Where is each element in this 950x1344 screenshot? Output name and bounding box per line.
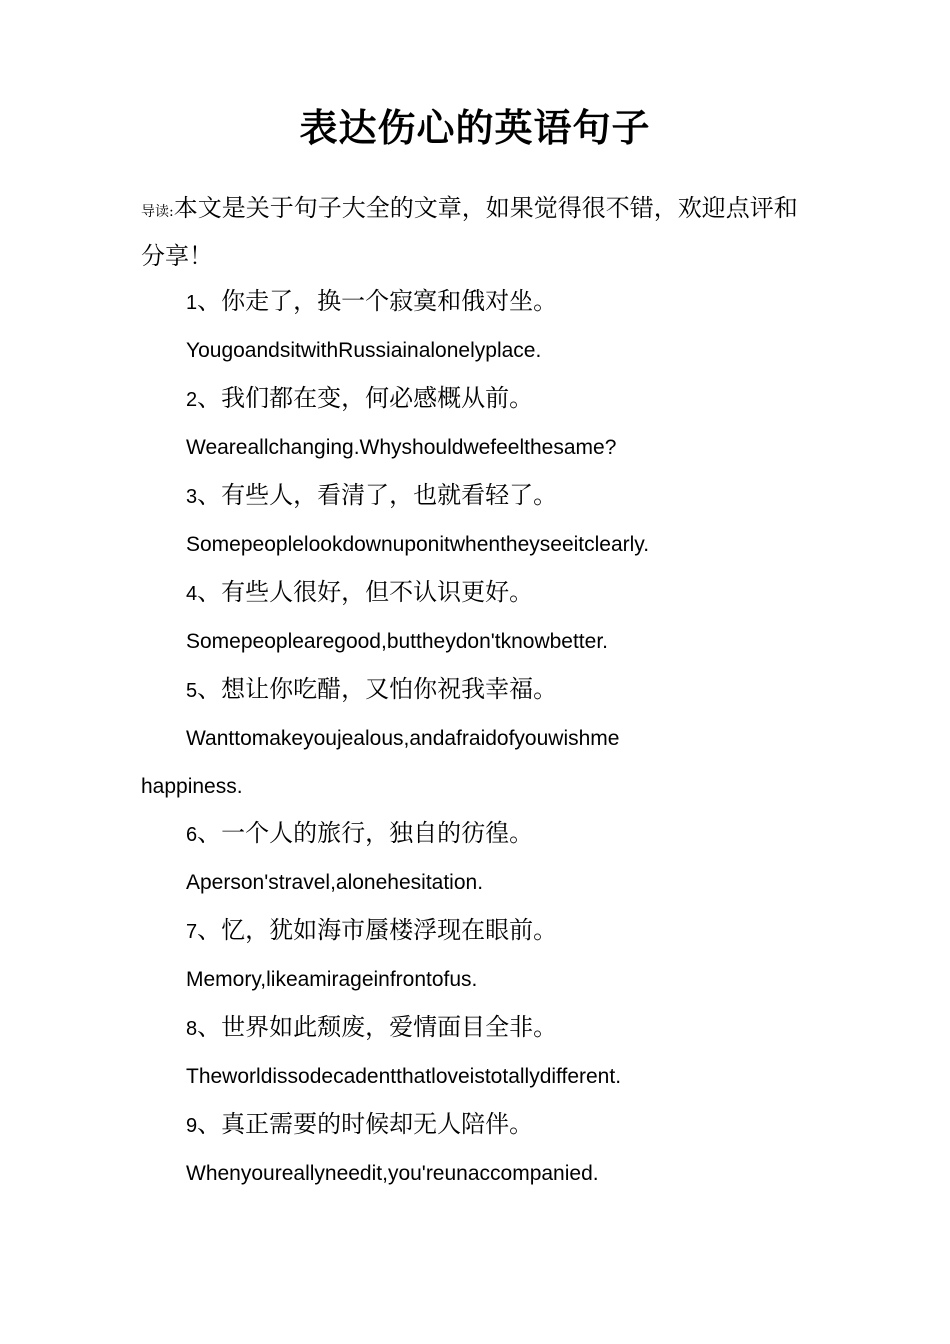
sentence-separator: 、 (197, 287, 222, 315)
sentence-separator: 、 (197, 819, 222, 847)
sentence-number: 2 (186, 389, 198, 411)
sentence-separator: 、 (197, 1110, 222, 1138)
intro-lead-label: 导读: (141, 204, 174, 220)
sentence-separator: 、 (197, 1013, 222, 1041)
sentence-number: 5 (186, 680, 198, 702)
document-title: 表达伤心的英语句子 (299, 106, 651, 150)
chinese-text: 世界如此颓废，爱情面目全非。 (221, 1013, 558, 1041)
chinese-text: 我们都在变，何必感概从前。 (221, 384, 534, 412)
english-translation: Aperson'stravel,alonehesitation. (186, 871, 484, 894)
chinese-text: 有些人很好，但不认识更好。 (221, 578, 534, 606)
chinese-sentence (186, 816, 533, 852)
chinese-sentence (186, 575, 533, 611)
english-translation: Weareallchanging.Whyshouldwefeelthesame? (186, 436, 617, 459)
english-translation: Somepeoplelookdownuponitwhentheyseeitclearly. (186, 533, 650, 556)
chinese-text: 想让你吃醋，又怕你祝我幸福。 (221, 675, 558, 703)
sentence-separator: 、 (197, 916, 222, 944)
sentence-number: 1 (186, 292, 198, 314)
sentence-separator: 、 (197, 481, 222, 509)
chinese-text: 有些人，看清了，也就看轻了。 (221, 481, 558, 509)
intro-text: 本文是关于句子大全的文章，如果觉得很不错，欢迎点评和分享！ (141, 194, 798, 270)
sentence-number: 6 (186, 824, 198, 846)
intro-paragraph (141, 186, 811, 278)
chinese-sentence (186, 478, 557, 514)
chinese-sentence (186, 284, 557, 320)
english-translation-continued: happiness. (141, 775, 243, 798)
chinese-text: 忆，犹如海市蜃楼浮现在眼前。 (221, 916, 558, 944)
sentence-separator: 、 (197, 384, 222, 412)
sentence-separator: 、 (197, 675, 222, 703)
chinese-sentence (186, 1107, 533, 1143)
sentence-number: 9 (186, 1115, 198, 1137)
english-translation: Theworldissodecadentthatloveistotallydifferent. (186, 1065, 622, 1088)
sentence-number: 4 (186, 583, 198, 605)
chinese-sentence (186, 913, 557, 949)
sentence-separator: 、 (197, 578, 222, 606)
chinese-text: 一个人的旅行，独自的彷徨。 (221, 819, 534, 847)
chinese-sentence (186, 381, 533, 417)
english-translation: Somepeoplearegood,buttheydon'tknowbetter. (186, 630, 608, 653)
chinese-sentence (186, 672, 557, 708)
sentence-number: 8 (186, 1018, 198, 1040)
sentence-number: 7 (186, 921, 198, 943)
chinese-sentence (186, 1010, 557, 1046)
english-translation: Whenyoureallyneedit,you'reunaccompanied. (186, 1162, 599, 1185)
english-translation: Memory,likeamirageinfrontofus. (186, 968, 478, 991)
english-translation: Wanttomakeyoujealous,andafraidofyouwishme (186, 727, 620, 750)
english-translation: YougoandsitwithRussiainalonelyplace. (186, 339, 542, 362)
sentence-number: 3 (186, 486, 198, 508)
chinese-text: 真正需要的时候却无人陪伴。 (221, 1110, 534, 1138)
chinese-text: 你走了，换一个寂寞和俄对坐。 (221, 287, 558, 315)
